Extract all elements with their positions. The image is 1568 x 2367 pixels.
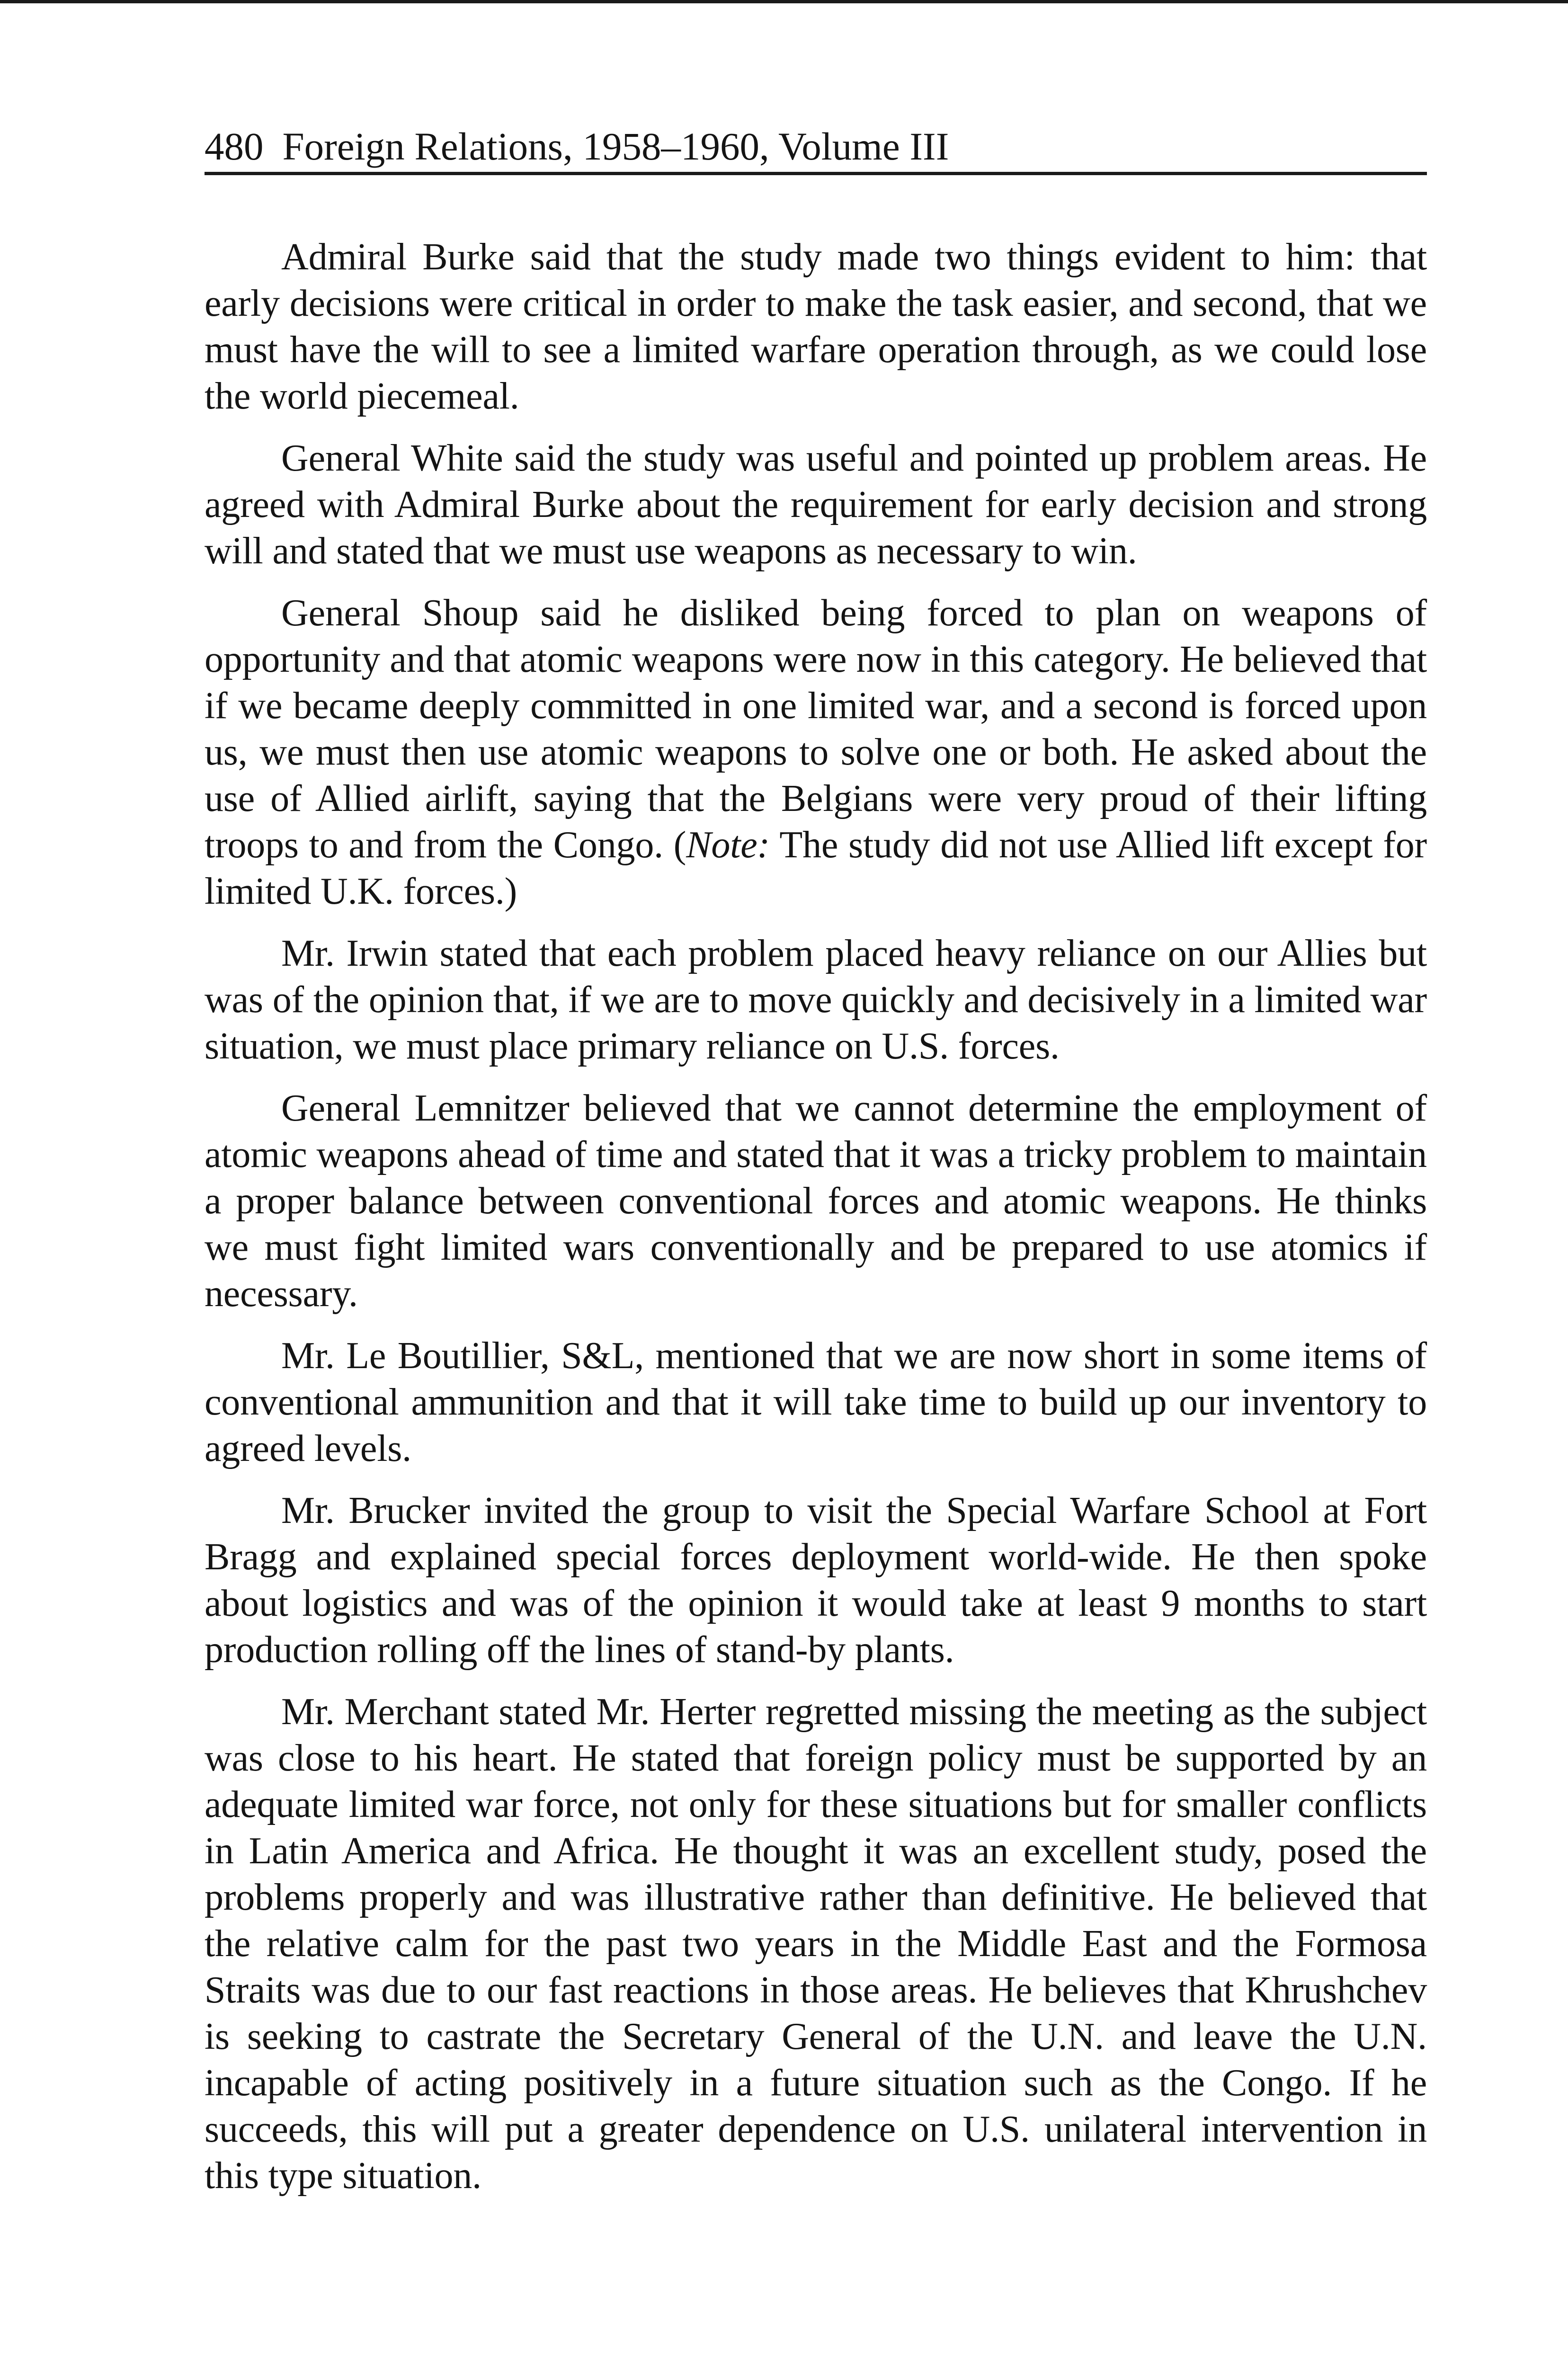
paragraph-text: Mr. Le Boutillier, S&L, mentioned that we are now short in some items of conventional ammunition and that it will take time to build up our inventory to agreed levels. — [205, 1335, 1427, 1469]
paragraph-text: Mr. Brucker invited the group to visit the Special Warfare School at Fort Bragg and explained special forces deployment world-wide. He then spoke about logistics and was of the opinion it would take at least 9 months to start production rolling off the lines of stand-by plants. — [205, 1490, 1427, 1671]
top-edge-rule — [0, 0, 1568, 3]
paragraph-shoup — [205, 590, 1427, 915]
paragraph-merchant — [205, 1689, 1427, 2199]
paragraph-text: General Shoup said he disliked being forced to plan on weapons of opportunity and that atomic weapons were now in this category. He believed that if we became deeply committed in one limited war, and a second is forced upon us, we must then use atomic weapons to solve one or both. He asked about the use of Allied airlift, saying that the Belgians were very proud of their lifting troops to and from the Congo. ( — [205, 592, 1427, 866]
paragraph-brucker — [205, 1487, 1427, 1673]
paragraph-text: General Lemnitzer believed that we cannot determine the employment of atomic weapons ahead of time and stated that it was a tricky problem to maintain a proper balance between conventional forces and atomic weapons. He thinks we must fight limited wars conventionally and be prepared to use atomics if necessary. — [205, 1087, 1427, 1315]
paragraph-burke — [205, 234, 1427, 419]
paragraph-text: Mr. Merchant stated Mr. Herter regretted missing the meeting as the subject was close to his heart. He stated that foreign policy must be supported by an adequate limited war force, not only for these situations but for smaller conflicts in Latin America and Africa. He thought it was an excellent study, posed the problems properly and was illustrative rather than definitive. He believed that the relative calm for the past two years in the Middle East and the Formosa Straits was due to our fast reactions in those areas. He believes that Khrushchev is seeking to castrate the Secretary General of the U.N. and leave the U.N. incapable of acting positively in a future situation such as the Congo. If he succeeds, this will put a greater dependence on U.S. unilateral intervention in this type situation. — [205, 1691, 1427, 2197]
body-text — [205, 234, 1427, 2215]
paragraph-text: Admiral Burke said that the study made two things evident to him: that early decisions were critical in order to make the task easier, and second, that we must have the will to see a limited warfare operation through, as we could lose the world piecemeal. — [205, 236, 1427, 417]
running-head-title: Foreign Relations, 1958–1960, Volume III — [282, 125, 949, 168]
paragraph-lemnitzer — [205, 1085, 1427, 1317]
paragraph-white — [205, 435, 1427, 574]
paragraph-text: Mr. Irwin stated that each problem placed heavy reliance on our Allies but was of the opinion that, if we are to move quickly and decisively in a limited war situation, we must place primary reliance on U.S. forces. — [205, 933, 1427, 1067]
note-text: The study did not use Allied lift except for limited U.K. forces.) — [205, 824, 1427, 912]
paragraph-irwin — [205, 930, 1427, 1069]
paragraph-text: General White said the study was useful and pointed up problem areas. He agreed with Admiral Burke about the requirement for early decision and strong will and stated that we must use weapons as necessary to win. — [205, 437, 1427, 572]
note-label: Note: — [686, 824, 770, 866]
running-head — [205, 117, 1427, 175]
page-number: 480 — [205, 125, 264, 168]
paragraph-le-boutillier — [205, 1333, 1427, 1472]
